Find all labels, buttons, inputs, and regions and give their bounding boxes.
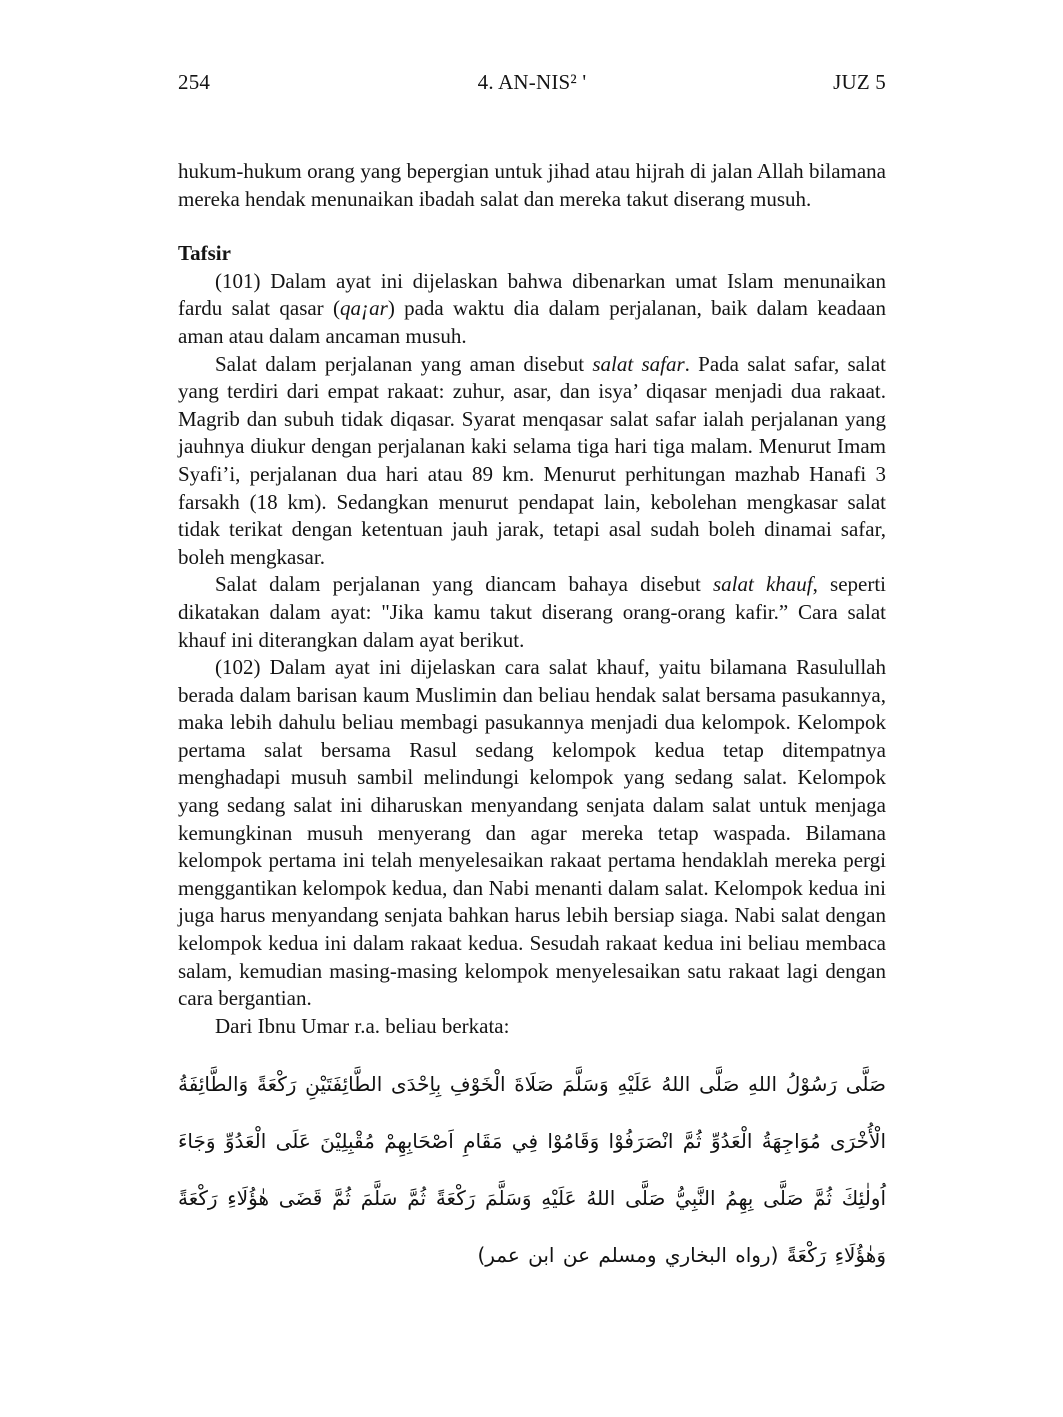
chapter-title: 4. AN-NIS² ' (477, 70, 587, 94)
page-number: 254 (178, 70, 211, 94)
paragraph-salat-khauf (178, 571, 886, 654)
text-segment: salat khauf (712, 572, 813, 597)
text-segment: ) pada waktu dia dalam perjalanan, baik dalam keadaan aman atau dalam ancaman musuh. (178, 296, 887, 348)
page-body (178, 158, 886, 1284)
text-segment: Salat dalam perjalanan yang aman disebut (215, 351, 593, 376)
hadith-arabic-line-4: وَهٰؤُلَاءِ رَكْعَةً (رواه البخاري ومسلم عن ابن عمر) (477, 1243, 886, 1268)
section-heading-tafsir: Tafsir (178, 241, 231, 266)
hadith-arabic-block (178, 1056, 886, 1284)
text-segment: (101) Dalam ayat ini dijelaskan bahwa dibenarkan umat Islam menunaikan fardu salat qasar ( (178, 268, 886, 321)
paragraph-101 (178, 268, 886, 351)
text-segment: qa¡ar (339, 296, 388, 321)
text-segment: , seperti dikatakan dalam ayat: "Jika kamu takut diserang orang-orang kafir.” Cara salat khauf ini diterangkan dalam ayat berikut. (178, 572, 887, 652)
paragraph-102 (178, 654, 886, 1013)
hadith-arabic-line-3: اُولٰئِكَ ثُمَّ صَلَّى بِهِمُ النَّبِيُّ صَلَّى اللهُ عَلَيْهِ وَسَلَّمَ رَكْعَةً ثُمَّ سَلَّمَ ثُمَّ قَضَى هٰؤُلَاءِ رَكْعَةً (178, 1186, 886, 1211)
hadith-arabic-line-2: الْأُخْرَى مُوَاجِهَةُ الْعَدُوِّ ثُمَّ انْصَرَفُوْا وَقَامُوْا فِي مَقَامِ اَصْحَابِهِمْ مُقْبِلِيْنَ عَلَى الْعَدُوِّ وَجَاءَ (178, 1129, 886, 1154)
text-segment: Salat dalam perjalanan yang diancam bahaya disebut (215, 572, 713, 597)
text-segment: (102) Dalam ayat ini dijelaskan cara salat khauf, yaitu bilamana Rasulullah berada dalam barisan kaum Muslimin dan beliau hendak salat bersama pasukannya, maka lebih dahulu beliau membagi pasukannya menjadi dua kelompok. Kelompok pertama salat bersama Rasul sedang kelompok kedua tetap ditempatnya menghadapi musuh sambil melindungi kelompok yang sedang salat. Kelompok yang sedang salat ini diharuskan menyandang senjata dalam salat untuk menjaga kemungkinan musuh menyerang dan agar mereka tetap waspada. Bilamana kelompok pertama ini telah menyelesaikan rakaat pertama hendaklah mereka pergi menggantikan kelompok kedua, dan Nabi menanti dalam salat. Kelompok kedua ini juga harus menyandang senjata bahkan harus lebih bersiap siaga. Nabi salat dengan kelompok kedua ini dalam rakaat kedua. Sesudah rakaat kedua ini beliau membaca salam, kemudian masing-masing kelompok menyelesaikan satu rakaat lagi dengan cara bergantian. (178, 655, 886, 1011)
text-segment: . Pada salat safar, salat yang terdiri dari empat rakaat: zuhur, asar, dan isya’ diqasar menjadi dua rakaat. Magrib dan subuh tidak diqasar. Syarat menqasar salat safar ialah perjalanan yang jauhnya diukur dengan perjalanan kaki selama tiga hari tiga malam. Menurut Imam Syafi’i, perjalanan dua hari atau 89 km. Menurut perhitungan mazhab Hanafi 3 farsakh (18 km). Sedangkan menurut pendapat lain, kebolehan mengkasar salat tidak terikat dengan ketentuan jauh jarak, tetapi asal sudah boleh dinamai safar, boleh mengkasar. (178, 351, 886, 569)
paragraph-intro-continuation (178, 158, 886, 213)
hadith-arabic-line-1: صَلَّى رَسُوْلُ اللهِ صَلَّى اللهُ عَلَيْهِ وَسَلَّمَ صَلَاةَ الْخَوْفِ بِاِحْدَى الطَّائِفَتَيْنِ رَكْعَةً وَالطَّائِفَةُ (178, 1072, 886, 1097)
hadith-narrator-intro (178, 1013, 886, 1041)
juz-label: JUZ 5 (833, 70, 886, 94)
text-segment: salat safar (592, 351, 685, 376)
text-segment: hukum-hukum orang yang bepergian untuk jihad atau hijrah di jalan Allah bilamana mereka hendak menunaikan ibadah salat dan mereka takut diserang musuh. (178, 159, 886, 211)
page-header (178, 70, 886, 95)
text-segment: Dari Ibnu Umar r.a. beliau berkata: (215, 1013, 510, 1038)
paragraph-salat-safar (178, 351, 886, 572)
